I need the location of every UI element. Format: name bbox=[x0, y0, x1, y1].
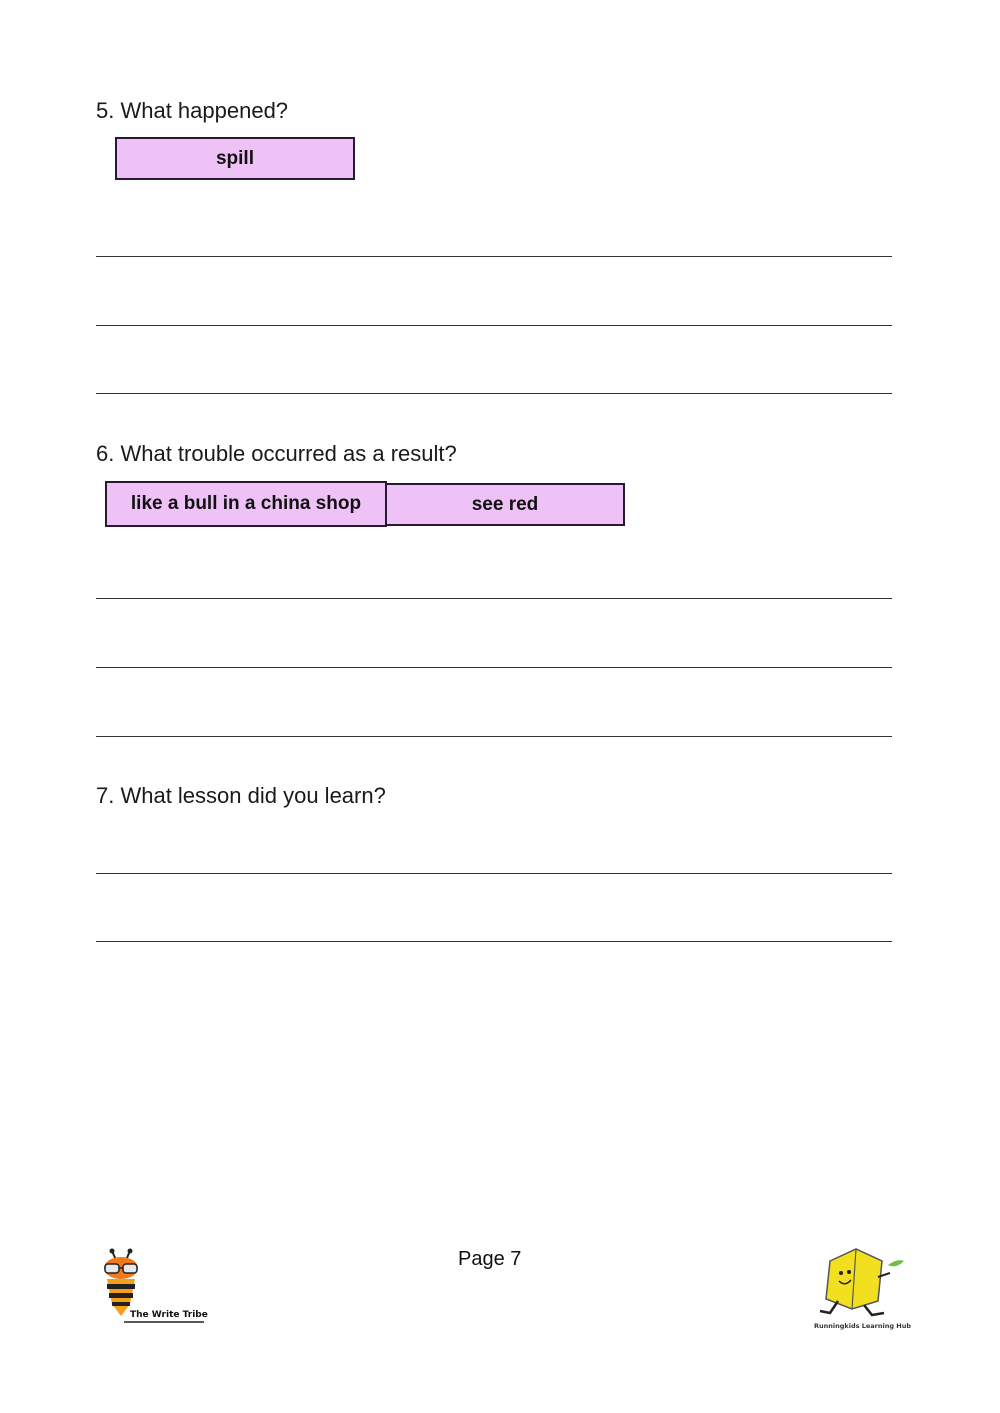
page-number: Page 7 bbox=[458, 1248, 522, 1270]
answer-line[interactable] bbox=[96, 393, 892, 394]
question-6-text: 6. What trouble occurred as a result? bbox=[96, 441, 457, 466]
question-5-text: 5. What happened? bbox=[96, 98, 289, 123]
question-7-text: 7. What lesson did you learn? bbox=[96, 783, 386, 808]
answer-line[interactable] bbox=[96, 667, 892, 668]
answer-line[interactable] bbox=[96, 325, 892, 326]
runningkids-logo bbox=[808, 1243, 911, 1343]
answer-chip-bull-china-shop[interactable]: like a bull in a china shop bbox=[105, 481, 387, 527]
write-tribe-logo bbox=[96, 1248, 211, 1328]
left-logo-label: The Write Tribe bbox=[130, 1310, 208, 1320]
answer-chip-see-red[interactable]: see red bbox=[385, 483, 625, 526]
answer-line[interactable] bbox=[96, 736, 892, 737]
answer-chip-spill[interactable]: spill bbox=[115, 137, 355, 180]
answer-line[interactable] bbox=[96, 873, 892, 874]
answer-line[interactable] bbox=[96, 598, 892, 599]
right-logo-label: Runningkids Learning Hub bbox=[814, 1322, 911, 1330]
running-book-logo-icon bbox=[808, 1243, 908, 1323]
answer-line[interactable] bbox=[96, 941, 892, 942]
answer-line[interactable] bbox=[96, 256, 892, 257]
